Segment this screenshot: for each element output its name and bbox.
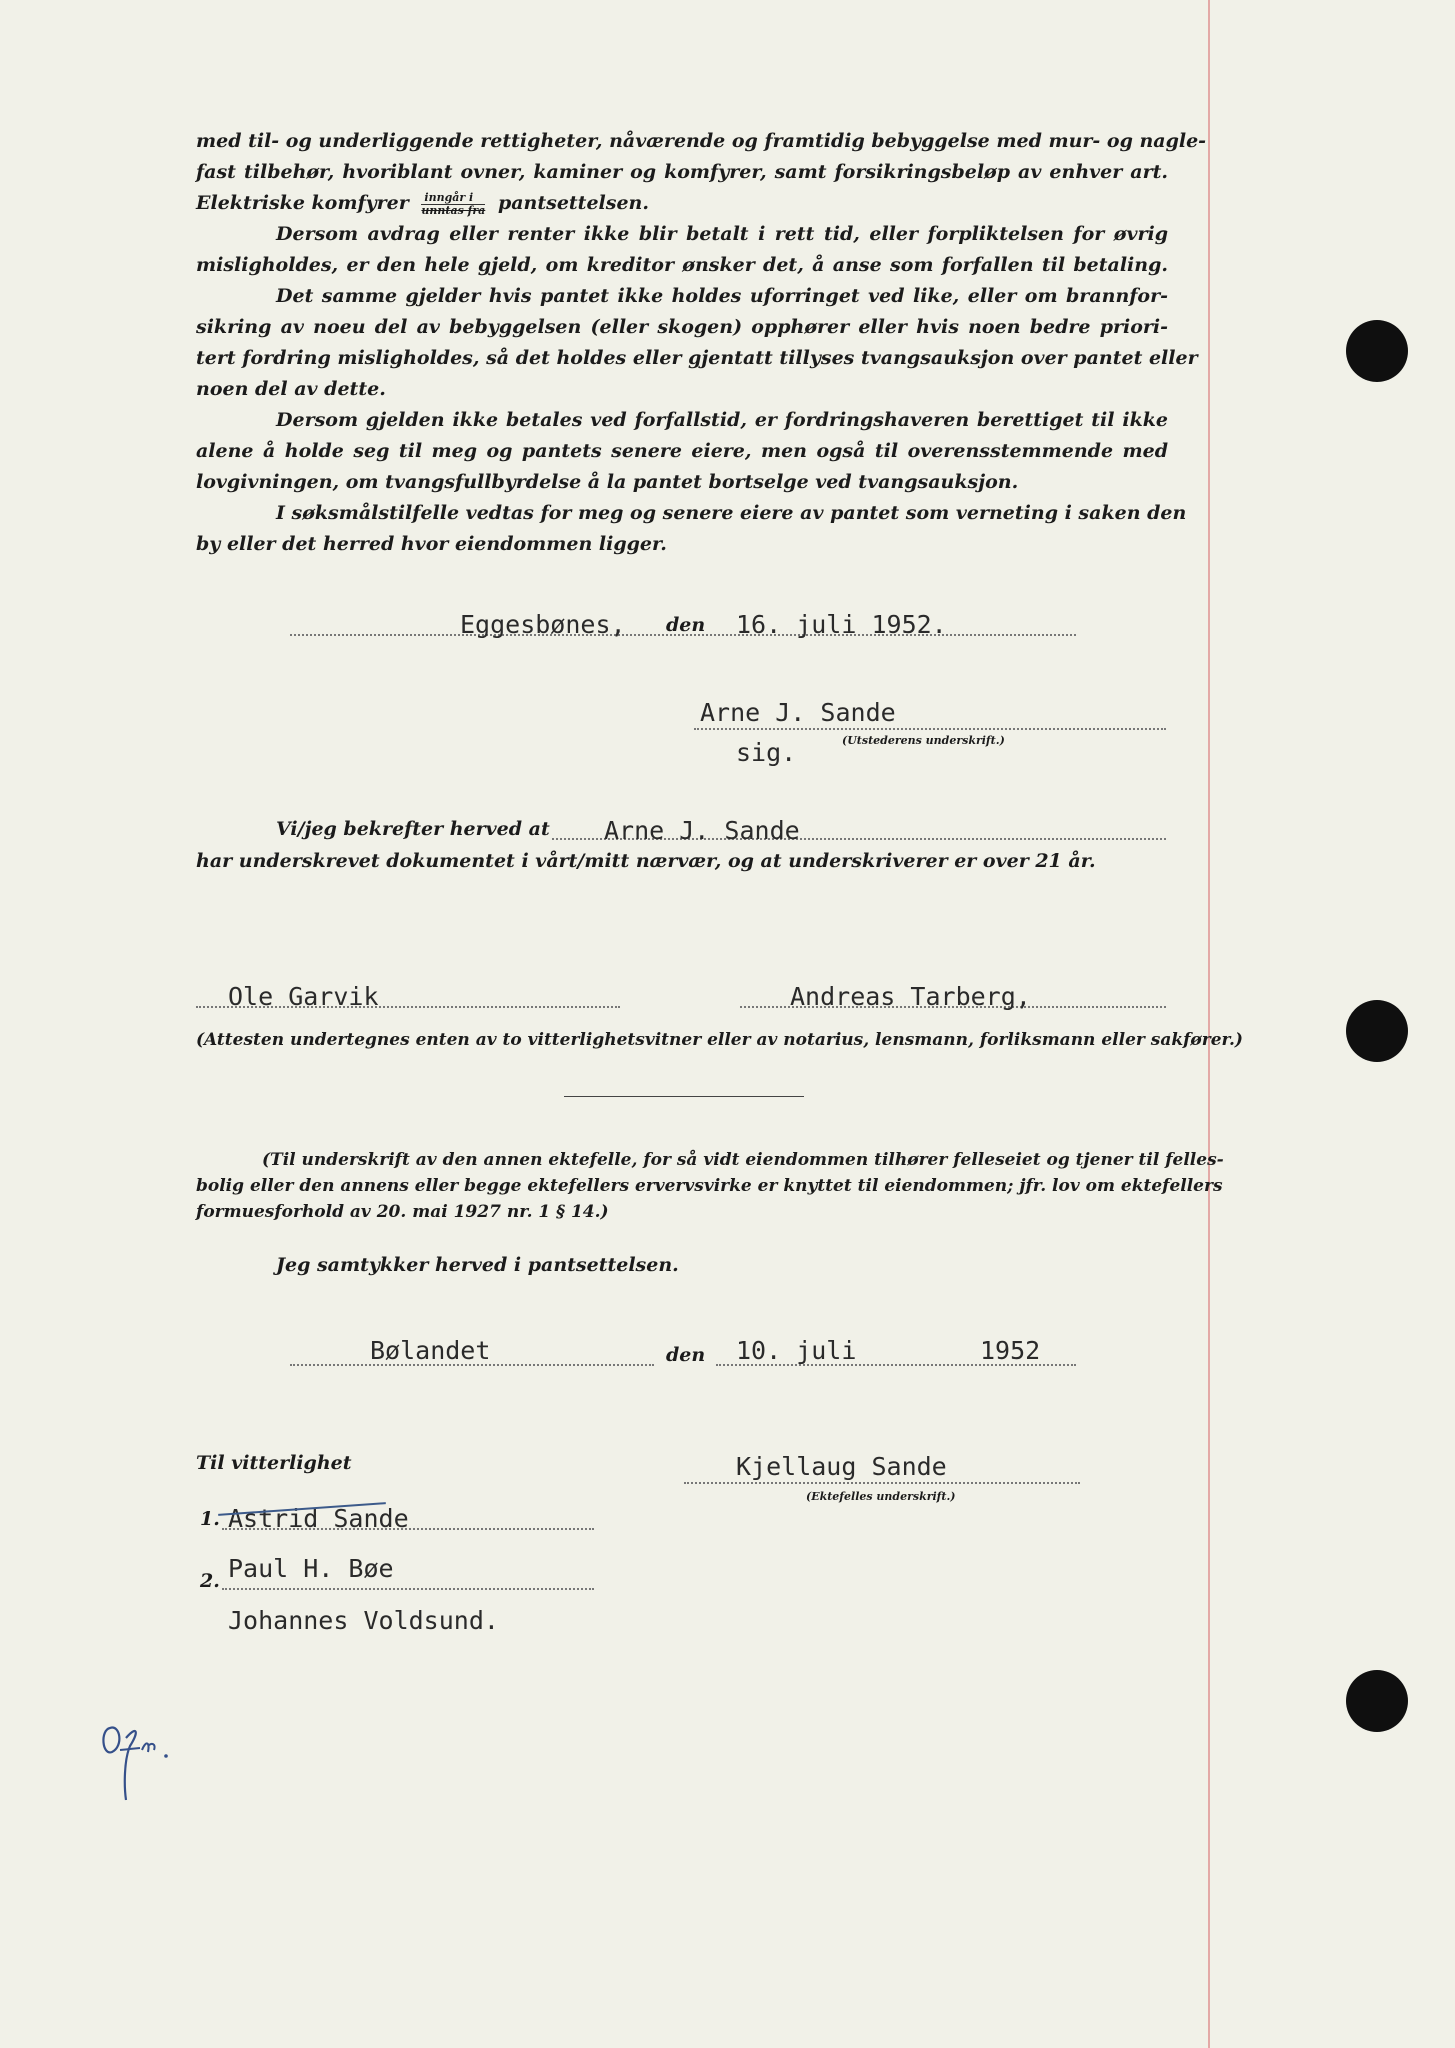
clause-paragraph-4 — [196, 405, 1168, 498]
signing-place: Eggesbønes, — [460, 610, 626, 639]
clause-line: Det samme gjelder hvis pantet ikke holdes uforringet ved like, eller om brannfor- — [276, 285, 1168, 307]
clause-line: Dersom gjelden ikke betales ved forfallstid, er fordringshaveren berettiget til ikke — [276, 409, 1168, 431]
fraction-top: inngår i — [421, 192, 485, 205]
witness-number: 2. — [200, 1570, 220, 1592]
clause-line: I søksmålstilfelle vedtas for meg og senere eiere av pantet som verneting i saken den — [276, 502, 1187, 524]
punch-hole — [1346, 1670, 1408, 1732]
clause-paragraph-1 — [196, 126, 1207, 219]
clause-line: alene å holde seg til meg og pantets senere eiere, men også til overensstemmende med — [196, 440, 1168, 462]
fraction-bottom: unntas fra — [421, 203, 486, 217]
punch-hole — [1346, 320, 1408, 382]
attestation-prefix: Vi/jeg bekrefter herved at — [276, 818, 550, 840]
witness-number: 1. — [200, 1508, 220, 1530]
attested-name: Arne J. Sande — [604, 816, 800, 845]
clause-line: sikring av noeu del av bebyggelsen (eller skogen) opphører eller hvis noen bedre priori- — [196, 316, 1168, 338]
clause-paragraph-5 — [196, 498, 1187, 560]
spouse-den-label: den — [666, 1344, 706, 1366]
spouse-date: 10. juli — [736, 1336, 857, 1365]
den-label: den — [666, 614, 706, 636]
spouse-consent: Jeg samtykker herved i pantsettelsen. — [276, 1254, 679, 1276]
attestation-note: (Attesten undertegnes enten av to vitterlighetsvitner eller av notarius, lensmann, forliksmann eller sakfører.) — [196, 1030, 1243, 1050]
clause-line: lovgivningen, om tvangsfullbyrdelse å la pantet bortselge ved tvangsauksjon. — [196, 471, 1019, 493]
spouse-signature-line — [684, 1482, 1080, 1484]
issuer-signature-line — [694, 728, 1166, 730]
spouse-signer-caption: (Ektefelles underskrift.) — [806, 1490, 956, 1503]
clause-line: fast tilbehør, hvoriblant ovner, kaminer og komfyrer, samt forsikringsbeløp av enhver art. — [196, 161, 1168, 183]
attestation-statement: har underskrevet dokumentet i vårt/mitt nærvær, og at underskriverer er over 21 år. — [196, 850, 1096, 872]
handwritten-initials — [96, 1716, 216, 1806]
clause-line: noen del av dette. — [196, 378, 386, 400]
witness-heading: Til vitterlighet — [196, 1452, 352, 1474]
margin-line — [1208, 0, 1210, 2048]
clause-line — [196, 188, 1168, 219]
witness-name: Johannes Voldsund. — [228, 1606, 499, 1635]
clause-line: tert fordring misligholdes, så det holdes eller gjentatt tillyses tvangsauksjon over pantet eller — [196, 347, 1198, 369]
spouse-year: 1952 — [980, 1336, 1041, 1365]
issuer-caption: (Utstederens underskrift.) — [842, 734, 1005, 747]
clause-line: misligholdes, er den hele gjeld, om kreditor ønsker det, å anse som forfallen til betaling. — [196, 254, 1168, 276]
issuer-name: Arne J. Sande — [700, 698, 896, 727]
inngar-unntas-fraction — [421, 192, 485, 217]
punch-hole — [1346, 1000, 1408, 1062]
sig-mark: sig. — [736, 738, 797, 767]
spouse-signer: Kjellaug Sande — [736, 1452, 947, 1481]
clause-text: pantsettelsen. — [497, 192, 649, 214]
clause-paragraph-2 — [196, 219, 1168, 281]
clause-line: Dersom avdrag eller renter ikke blir betalt i rett tid, eller forpliktelsen for øvrig — [276, 223, 1168, 245]
section-divider — [564, 1096, 804, 1097]
witness2-name: Andreas Tarberg, — [790, 982, 1031, 1011]
spouse-note-line: formuesforhold av 20. mai 1927 nr. 1 § 14.) — [196, 1202, 609, 1222]
clause-line: med til- og underliggende rettigheter, nåværende og framtidig bebyggelse med mur- og nagle- — [196, 130, 1207, 152]
spouse-note-line: (Til underskrift av den annen ektefelle, for så vidt eiendommen tilhører felleseiet og tjener til felles- — [262, 1150, 1224, 1170]
spouse-note-line: bolig eller den annens eller begge ektefellers ervervsvirke er knyttet til eiendommen; jfr. lov om ektefellers — [196, 1176, 1223, 1196]
clause-line: by eller det herred hvor eiendommen ligger. — [196, 533, 667, 555]
witness1-name: Ole Garvik — [228, 982, 379, 1011]
clause-paragraph-3 — [196, 281, 1198, 405]
signing-date: 16. juli 1952. — [736, 610, 947, 639]
struck-witness-name: Astrid Sande — [228, 1504, 409, 1533]
spouse-place: Bølandet — [370, 1336, 491, 1365]
witness-name: Paul H. Bøe — [228, 1554, 394, 1583]
witness-line — [222, 1588, 594, 1590]
clause-text: Elektriske komfyrer — [196, 192, 409, 214]
